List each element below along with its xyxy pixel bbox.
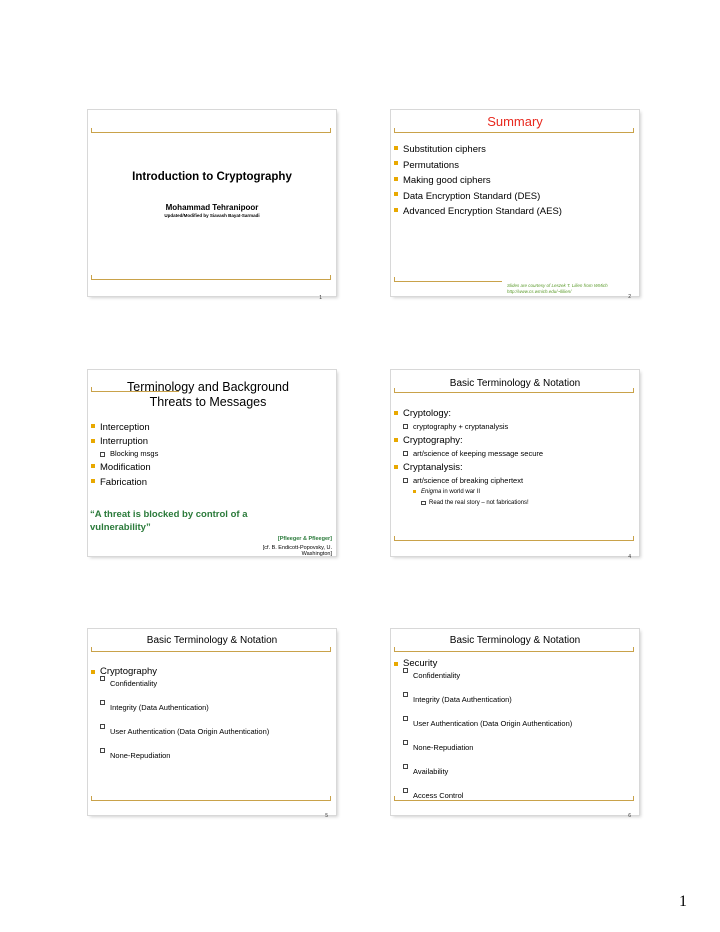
slide-title: Terminology and Background Threats to Messages — [127, 380, 289, 409]
slide-rule — [394, 281, 502, 282]
credit-note: Slides are courtesy of Leszek T. Lilien from WMich http://www.cs.wmich.edu/~llilien/ — [507, 283, 608, 294]
list-item: Confidentiality — [393, 664, 572, 688]
list-item: Permutations — [393, 158, 562, 174]
list-item: Integrity (Data Authentication) — [393, 688, 572, 712]
list-item: Access Control — [393, 784, 572, 808]
list-item: Modification — [90, 460, 158, 475]
list-item: Cryptography: — [393, 434, 543, 447]
slide-page-number: 2 — [628, 294, 631, 300]
list-item: Advanced Encryption Standard (AES) — [393, 204, 562, 220]
list-item: cryptography + cryptanalysis — [393, 420, 543, 434]
security-goals-list — [393, 658, 572, 808]
slide-rule — [394, 132, 634, 133]
slide-title: Introduction to Cryptography — [132, 171, 292, 183]
slide-rule — [91, 279, 331, 280]
list-item: Cryptography — [90, 666, 269, 678]
slide-3 — [88, 370, 336, 556]
list-item: Cryptology: — [393, 407, 543, 420]
quote-source: [Pfleeger & Pfleeger] — [277, 536, 332, 542]
slide-2 — [391, 110, 639, 300]
slide-rule — [91, 132, 331, 133]
slide-rule — [394, 800, 634, 801]
list-item: Interception — [90, 420, 158, 435]
slide-title: Summary — [487, 114, 543, 129]
slide-page-number: 6 — [628, 813, 631, 819]
slide-page-number: 1 — [319, 295, 322, 301]
list-item: Blocking msgs — [90, 448, 158, 460]
list-item: Confidentiality — [90, 672, 269, 696]
terminology-list — [393, 407, 543, 509]
list-item: Availability — [393, 760, 572, 784]
list-item: User Authentication (Data Origin Authentication) — [393, 712, 572, 736]
list-item: Fabrication — [90, 475, 158, 490]
slide-rule — [394, 651, 634, 652]
list-item: Making good ciphers — [393, 173, 562, 189]
slide-rule — [91, 800, 331, 801]
list-item: Read the real story – not fabrications! — [393, 498, 543, 509]
author-name: Mohammad Tehranipoor — [165, 203, 259, 212]
slide-5 — [88, 629, 336, 819]
list-item: None-Repudiation — [90, 744, 269, 768]
slide-title: Basic Terminology & Notation — [146, 635, 278, 646]
list-item: None-Repudiation — [393, 736, 572, 760]
updated-by: Updated/Modified by Siavash Bayat-Sarmadi — [164, 213, 260, 218]
list-item: Substitution ciphers — [393, 142, 562, 158]
list-item: art/science of breaking ciphertext — [393, 474, 543, 487]
citation: [cf. B. Endicott-Popovsky, U. Washington] — [262, 545, 332, 557]
slide-page-number: 5 — [325, 813, 328, 819]
slide-6 — [391, 629, 639, 819]
list-item: art/science of keeping message secure — [393, 447, 543, 461]
list-item: Data Encryption Standard (DES) — [393, 189, 562, 205]
slide-rule — [394, 392, 634, 393]
list-item: Interruption — [90, 435, 158, 448]
slide-rule — [394, 540, 634, 541]
list-item: Integrity (Data Authentication) — [90, 696, 269, 720]
threat-list — [90, 420, 158, 490]
list-item: Security — [393, 658, 572, 670]
list-item: Cryptanalysis: — [393, 461, 543, 474]
slide-4 — [391, 370, 639, 560]
cryptography-goals-list — [90, 666, 269, 768]
document-page-number: 1 — [679, 893, 687, 910]
list-item: Enigma in world war II — [393, 487, 543, 498]
slide-rule — [91, 651, 331, 652]
slide-page-number: 4 — [628, 554, 631, 560]
slide-title: Basic Terminology & Notation — [449, 635, 581, 646]
slide-title: Basic Terminology & Notation — [449, 378, 581, 389]
slide-1 — [88, 110, 336, 301]
quote: “A threat is blocked by control of a vulnerability” — [90, 509, 248, 533]
summary-list — [393, 142, 562, 220]
list-item: User Authentication (Data Origin Authentication) — [90, 720, 269, 744]
